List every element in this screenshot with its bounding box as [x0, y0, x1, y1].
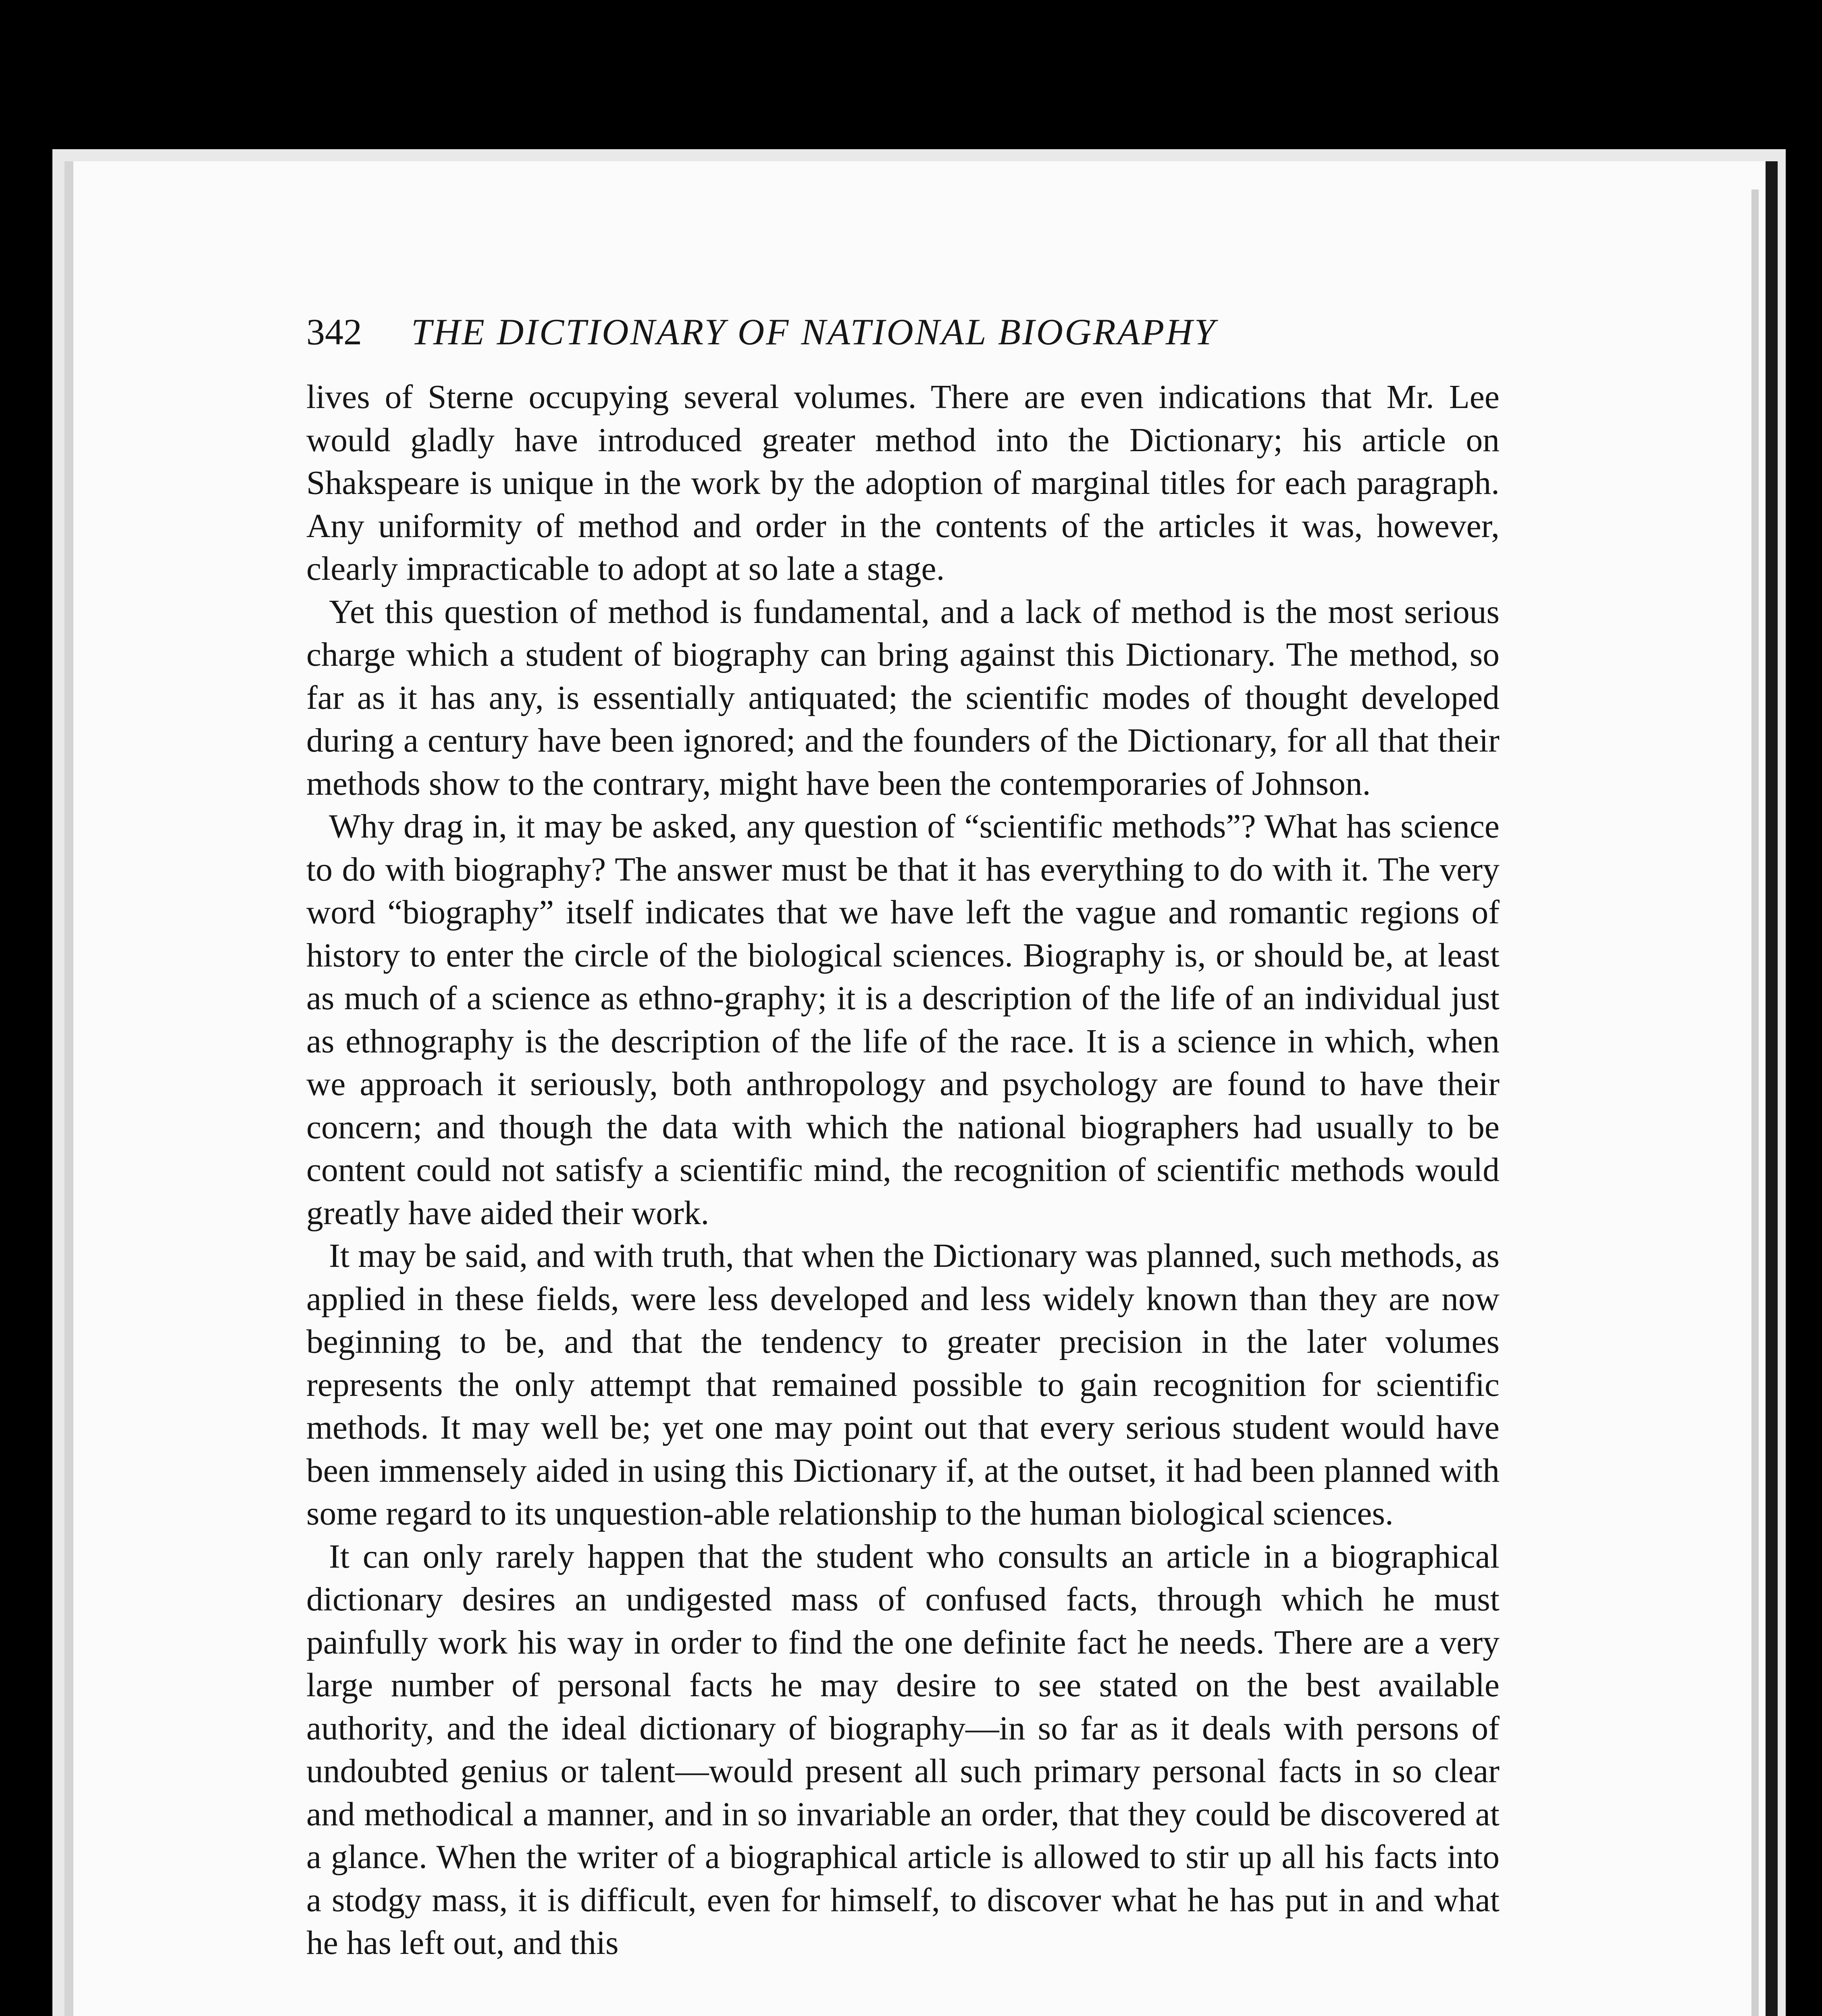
page-number: 342 — [306, 311, 362, 352]
paragraph: It can only rarely happen that the student who consults an article in a biographical dictionary desires an undigested mass of confused facts, through which he must painfully work his way in order to find the one definite fact he needs. There are a very large number of personal facts he may desire to see stated on the best available authority, and the ideal dictionary of biography—in so far as it deals with persons of undoubted genius or talent—would present all such primary personal facts in so clear and methodical a manner, and in so invariable an order, that they could be discovered at a glance. When the writer of a biographical article is allowed to stir up all his facts into a stodgy mass, it is difficult, even for himself, to discover what he has put in and what he has left out, and this — [306, 1538, 1500, 1962]
facing-page-edge — [1751, 190, 1759, 2016]
paragraph: Why drag in, it may be asked, any question of “scientific methods”? What has science to do with biography? The answer must be that it has everything to do with it. The very word “biography” itself indicates that we have left the vague and romantic regions of history to enter the circle of the biological sciences. Biography is, or should be, at least as much of a science as ethno-graphy; it is a description of the life of an individual just as ethnography is the description of the life of the race. It is a science in which, when we approach it seriously, both anthropology and psychology are found to have their concern; and though the data with which the national biographers had usually to be content could not satisfy a scientific mind, the recognition of scientific methods would greatly have aided their work. — [306, 808, 1500, 1232]
paragraph: It may be said, and with truth, that when the Dictionary was planned, such methods, as applied in these fields, were less developed and less widely known than they are now beginning to be, and that the tendency to greater precision in the later volumes represents the only attempt that remained possible to gain recognition for scientific methods. It may well be; yet one may point out that every serious student would have been immensely aided in using this Dictionary if, at the outset, it had been planned with some regard to its unquestion-able relationship to the human biological sciences. — [306, 1237, 1500, 1532]
body-text — [306, 376, 1500, 1965]
paragraph: lives of Sterne occupying several volumes. There are even indications that Mr. Lee would gladly have introduced greater method into the Dictionary; his article on Shakspeare is unique in the work by the adoption of marginal titles for each paragraph. Any uniformity of method and order in the contents of the articles it was, however, clearly impracticable to adopt at so late a stage. — [306, 379, 1500, 587]
running-header — [306, 310, 1500, 359]
paragraph: Yet this question of method is fundamental, and a lack of method is the most serious charge which a student of biography can bring against this Dictionary. The method, so far as it has any, is essentially antiquated; the scientific modes of thought developed during a century have been ignored; and the founders of the Dictionary, for all that their methods show to the contrary, might have been the contemporaries of Johnson. — [306, 593, 1500, 802]
running-title: THE DICTIONARY OF NATIONAL BIOGRAPHY — [411, 311, 1217, 352]
page-gutter — [1766, 161, 1778, 2016]
